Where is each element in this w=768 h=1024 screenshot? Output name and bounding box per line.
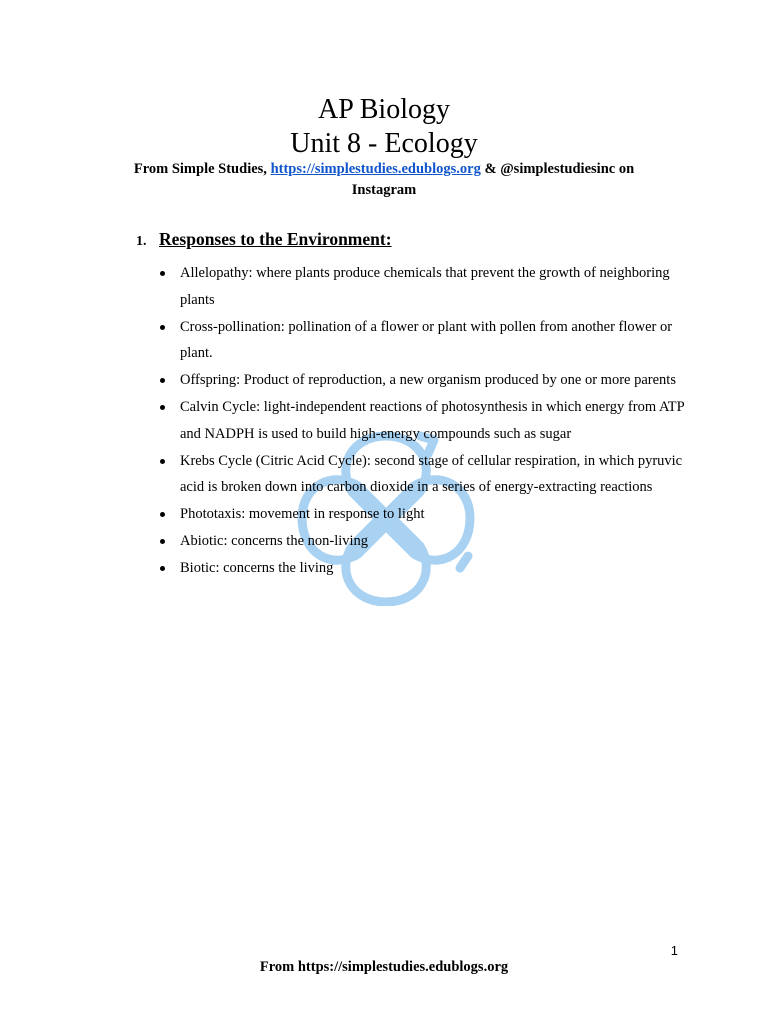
list-item-text: Offspring: Product of reproduction, a new organism produced by one or more parents xyxy=(180,372,676,389)
bullet-icon xyxy=(160,459,165,464)
bullet-icon xyxy=(160,512,165,517)
bullet-icon xyxy=(160,539,165,544)
list-item-text: Abiotic: concerns the non-living xyxy=(180,532,369,549)
list-item xyxy=(136,367,696,394)
list-item xyxy=(136,260,696,314)
list-item-text: Biotic: concerns the living xyxy=(180,559,334,576)
definition-list xyxy=(136,260,696,582)
page-number: 1 xyxy=(670,943,678,958)
bullet-icon xyxy=(160,271,165,276)
section-number: 1. xyxy=(136,234,147,249)
bullet-icon xyxy=(160,566,165,571)
list-item-text: Cross-pollination: pollination of a flower or plant with pollen from another flower or plant. xyxy=(180,318,673,362)
list-item xyxy=(136,501,696,528)
list-item xyxy=(136,394,696,448)
list-item-text: Calvin Cycle: light-independent reactions of photosynthesis in which energy from ATP and NADPH is used to build high-energy compounds such as sugar xyxy=(180,398,685,442)
section-title: Responses to the Environment: xyxy=(159,229,392,249)
section-responses xyxy=(136,228,696,582)
page-footer: From https://simplestudies.edublogs.org xyxy=(259,959,509,975)
list-item xyxy=(136,448,696,502)
list-item xyxy=(136,528,696,555)
source-suffix: & @simplestudiesinc on Instagram xyxy=(351,161,635,198)
bullet-icon xyxy=(160,378,165,383)
bullet-icon xyxy=(160,325,165,330)
source-attribution xyxy=(110,159,658,201)
list-item-text: Phototaxis: movement in response to light xyxy=(180,506,425,523)
source-prefix: From Simple Studies, xyxy=(133,161,271,177)
list-item xyxy=(136,555,696,582)
list-item-text: Krebs Cycle (Citric Acid Cycle): second stage of cellular respiration, in which pyruvic acid is broken down into carbon dioxide in a series of energy-extracting reactions xyxy=(180,452,683,496)
list-item xyxy=(136,314,696,368)
bullet-icon xyxy=(160,405,165,410)
document-subtitle: Unit 8 - Ecology xyxy=(290,128,478,159)
section-heading xyxy=(136,228,696,253)
source-link[interactable]: https://simplestudies.edublogs.org xyxy=(270,161,481,177)
list-item-text: Allelopathy: where plants produce chemicals that prevent the growth of neighboring plants xyxy=(180,265,670,308)
document-title: AP Biology xyxy=(318,94,450,125)
